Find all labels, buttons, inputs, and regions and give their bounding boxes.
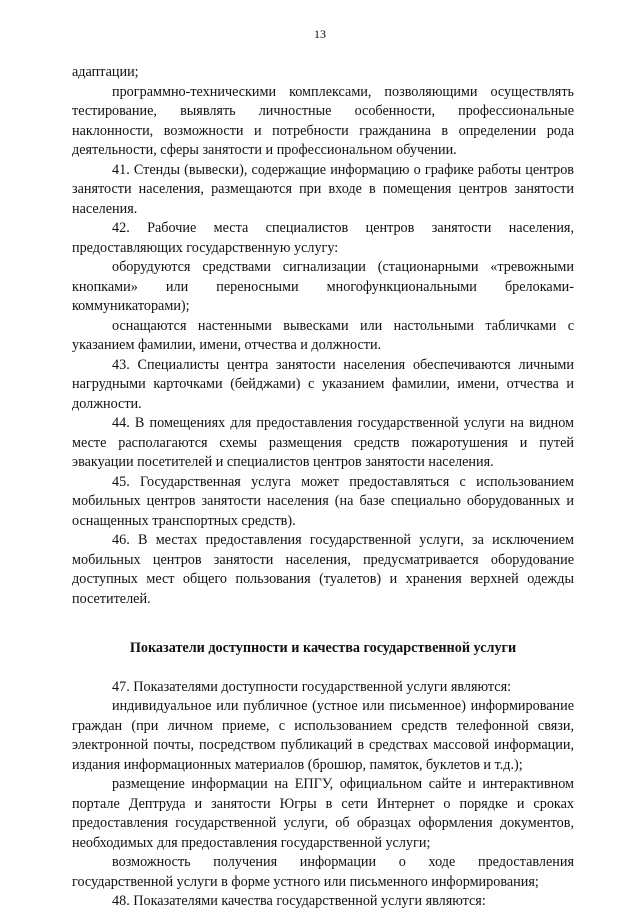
paragraph: 47. Показателями доступности государственной услуги являются: xyxy=(112,678,512,695)
paragraph: 48. Показателями качества государственной услуги являются: xyxy=(112,893,486,909)
paragraph: 46. В местах предоставления государственной услуги, за исключением мобильных центров занятости населения, предусматривается оборудование доступных мест общего пользования (туалетов) и хранения верхней одежды посетителей. xyxy=(72,532,574,607)
paragraph: 41. Стенды (вывески), содержащие информацию о графике работы центров занятости населения, размещаются при входе в помещения центров занятости населения. xyxy=(72,161,574,217)
section-after-heading xyxy=(72,678,574,912)
paragraph: возможность получения информации о ходе предоставления государственной услуги в форме устного или письменного информирования; xyxy=(72,854,574,890)
paragraph: 42. Рабочие места специалистов центров занятости населения, предоставляющих государственную услугу: xyxy=(72,220,574,256)
paragraph: 44. В помещениях для предоставления государственной услуги на видном месте располагаются схемы размещения средств пожаротушения и путей эвакуации посетителей и специалистов центров занятости населения. xyxy=(72,415,574,470)
paragraph: оснащаются настенными вывесками или настольными табличками с указанием фамилии, имени, отчества и должности. xyxy=(72,317,574,353)
document-body xyxy=(72,63,574,912)
paragraph: 43. Специалисты центра занятости населения обеспечиваются личными нагрудными карточками (бейджами) с указанием фамилии, имени, отчества и должности. xyxy=(72,356,574,412)
paragraph: программно-техническими комплексами, позволяющими осуществлять тестирование, выявлять личностные особенности, профессиональные наклонности, возможности и потребности гражданина в определении рода деятельности, сферы занятости и профессиональном обучении. xyxy=(72,83,574,158)
section-heading: Показатели доступности и качества государственной услуги xyxy=(129,640,517,656)
paragraph: размещение информации на ЕПГУ, официальном сайте и интерактивном портале Дептруда и занятости Югры в сети Интернет о порядке и сроках предоставления государственной услуги, об образцах оформления документов, необходимых для предоставления государственной услуги; xyxy=(72,776,574,851)
section-before-heading xyxy=(72,63,574,609)
paragraph: адаптации; xyxy=(72,64,139,80)
paragraph: индивидуальное или публичное (устное или письменное) информирование граждан (при личном приеме, с использованием средств телефонной связи, электронной почты, посредством публикаций в средствах массовой информации, издания информационных материалов (брошюр, памяток, буклетов и т.д.); xyxy=(72,698,574,773)
paragraph: 45. Государственная услуга может предоставляться с использованием мобильных центров занятости населения (на базе специально оборудованных и оснащенных транспортных средств). xyxy=(72,473,574,529)
paragraph: оборудуются средствами сигнализации (стационарными «тревожными кнопками» или переносными многофункциональными брелоками-коммуникаторами); xyxy=(72,259,574,314)
page-number: 13 xyxy=(314,27,326,41)
